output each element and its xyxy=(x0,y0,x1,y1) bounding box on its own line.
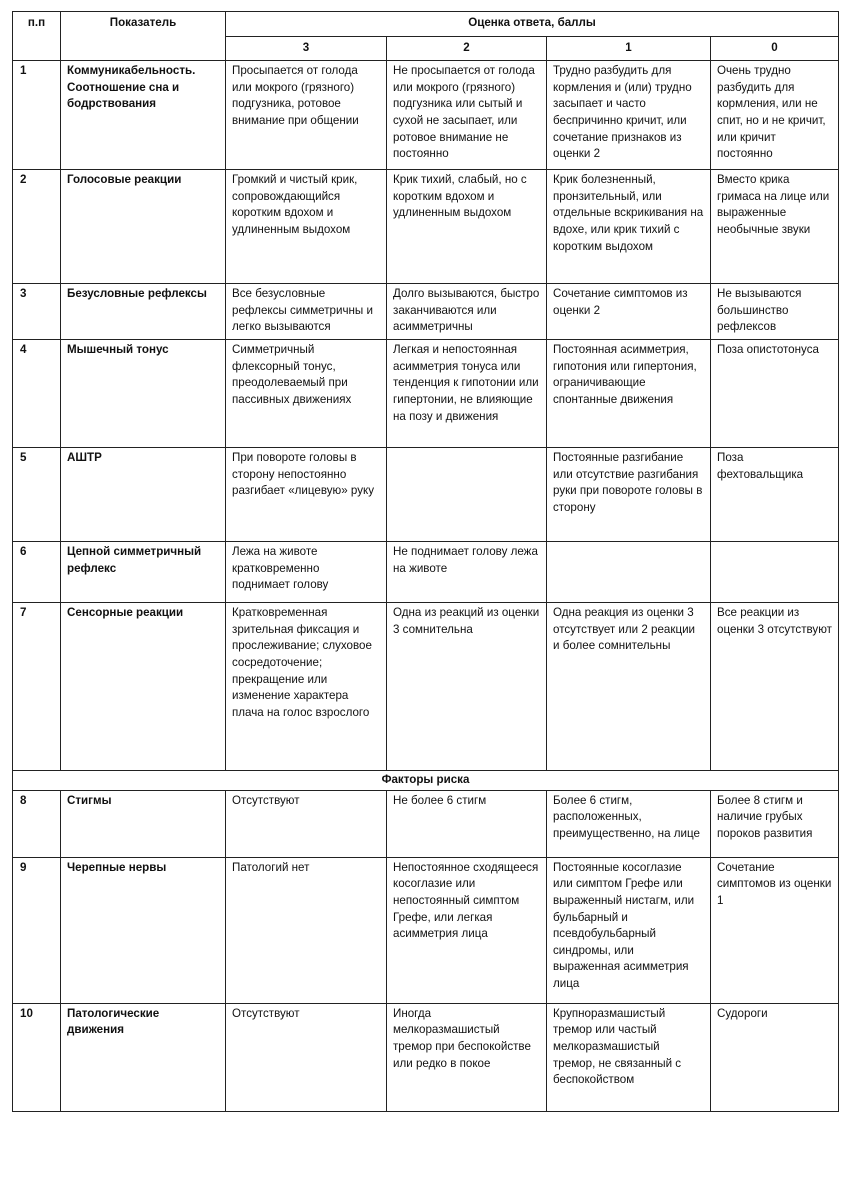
header-score-3: 3 xyxy=(226,36,387,61)
cell-score-2: Не более 6 стигм xyxy=(387,790,547,857)
cell-score-1: Постоянные косоглазие или симптом Грефе или выраженный нистагм, или бульбарный и псевдобульбарный синдромы, или выраженная асимметрия лица xyxy=(547,857,711,1003)
cell-score-3: Громкий и чистый крик, сопровождающийся коротким вдохом и удлиненным выдохом xyxy=(226,170,387,284)
row-num: 8 xyxy=(13,790,61,857)
cell-score-2: Не поднимает голову лежа на животе xyxy=(387,542,547,603)
cell-score-3: Просыпается от голода или мокрого (грязного) подгузника, ротовое внимание при общении xyxy=(226,61,387,170)
row-indicator: Черепные нервы xyxy=(61,857,226,1003)
cell-score-0: Не вызываются большинство рефлексов xyxy=(711,284,839,340)
header-indicator: Показатель xyxy=(61,12,226,61)
header-score-group: Оценка ответа, баллы xyxy=(226,12,839,37)
cell-score-3: Все безусловные рефлексы симметричны и легко вызываются xyxy=(226,284,387,340)
cell-score-3: При повороте головы в сторону непостоянно разгибает «лицевую» руку xyxy=(226,448,387,542)
cell-score-1: Более 6 стигм, расположенных, преимущественно, на лице xyxy=(547,790,711,857)
table-row xyxy=(13,790,839,857)
row-num: 7 xyxy=(13,603,61,771)
row-indicator: Безусловные рефлексы xyxy=(61,284,226,340)
row-indicator: Сенсорные реакции xyxy=(61,603,226,771)
table-row xyxy=(13,340,839,448)
cell-score-3: Отсутствуют xyxy=(226,1003,387,1111)
cell-score-1: Крик болезненный, пронзительный, или отдельные вскрикивания на вдохе, или крик тихий с коротким выдохом xyxy=(547,170,711,284)
row-indicator: Цепной симметричный рефлекс xyxy=(61,542,226,603)
cell-score-2: Непостоянное сходящееся косоглазие или непостоянный симптом Грефе, или легкая асимметрия лица xyxy=(387,857,547,1003)
row-indicator: Патологические движения xyxy=(61,1003,226,1111)
cell-score-2 xyxy=(387,448,547,542)
cell-score-0: Поза фехтовальщика xyxy=(711,448,839,542)
cell-score-1: Постоянная асимметрия, гипотония или гипертония, ограничивающие спонтанные движения xyxy=(547,340,711,448)
cell-score-1: Сочетание симптомов из оценки 2 xyxy=(547,284,711,340)
row-num: 4 xyxy=(13,340,61,448)
cell-score-0: Все реакции из оценки 3 отсутствуют xyxy=(711,603,839,771)
table-row xyxy=(13,61,839,170)
table-row xyxy=(13,170,839,284)
cell-score-3: Отсутствуют xyxy=(226,790,387,857)
cell-score-1: Одна реакция из оценки 3 отсутствует или 2 реакции и более сомнительны xyxy=(547,603,711,771)
cell-score-3: Кратковременная зрительная фиксация и прослеживание; слуховое сосредоточение; прекращение или изменение характера плача на голос взрослого xyxy=(226,603,387,771)
cell-score-2: Крик тихий, слабый, но с коротким вдохом и удлиненным выдохом xyxy=(387,170,547,284)
row-num: 1 xyxy=(13,61,61,170)
assessment-table xyxy=(12,11,839,1112)
cell-score-1: Крупноразмашистый тремор или частый мелкоразмашистый тремор, не связанный с беспокойством xyxy=(547,1003,711,1111)
row-indicator: Мышечный тонус xyxy=(61,340,226,448)
header-score-0: 0 xyxy=(711,36,839,61)
cell-score-1: Трудно разбудить для кормления и (или) трудно засыпает и часто беспричинно кричит, или сочетание признаков из оценки 2 xyxy=(547,61,711,170)
row-indicator: Коммуникабельность. Соотношение сна и бодрствования xyxy=(61,61,226,170)
header-score-2: 2 xyxy=(387,36,547,61)
row-num: 5 xyxy=(13,448,61,542)
cell-score-1: Постоянные разгибание или отсутствие разгибания руки при повороте головы в сторону xyxy=(547,448,711,542)
cell-score-0: Более 8 стигм и наличие грубых пороков развития xyxy=(711,790,839,857)
table-row xyxy=(13,603,839,771)
cell-score-1 xyxy=(547,542,711,603)
row-num: 6 xyxy=(13,542,61,603)
cell-score-0: Сочетание симптомов из оценки 1 xyxy=(711,857,839,1003)
section-row xyxy=(13,771,839,791)
cell-score-0: Вместо крика гримаса на лице или выраженные необычные звуки xyxy=(711,170,839,284)
cell-score-2: Иногда мелкоразмашистый тремор при беспокойстве или редко в покое xyxy=(387,1003,547,1111)
table-row xyxy=(13,448,839,542)
cell-score-2: Не просыпается от голода или мокрого (грязного) подгузника или сытый и сухой не засыпает, или ротовое внимание не постоянно xyxy=(387,61,547,170)
table-row xyxy=(13,857,839,1003)
row-indicator: Стигмы xyxy=(61,790,226,857)
section-title: Факторы риска xyxy=(13,771,839,791)
cell-score-2: Легкая и непостоянная асимметрия тонуса или тенденция к гипотонии или гипертонии, не влияющие на позу и движения xyxy=(387,340,547,448)
table-row xyxy=(13,284,839,340)
row-num: 10 xyxy=(13,1003,61,1111)
cell-score-3: Симметричный флексорный тонус, преодолеваемый при пассивных движениях xyxy=(226,340,387,448)
cell-score-0 xyxy=(711,542,839,603)
row-indicator: АШТР xyxy=(61,448,226,542)
row-num: 3 xyxy=(13,284,61,340)
cell-score-0: Поза опистотонуса xyxy=(711,340,839,448)
table-row xyxy=(13,542,839,603)
cell-score-2: Одна из реакций из оценки 3 сомнительна xyxy=(387,603,547,771)
header-score-1: 1 xyxy=(547,36,711,61)
row-indicator: Голосовые реакции xyxy=(61,170,226,284)
cell-score-0: Очень трудно разбудить для кормления, или не спит, но и не кричит, или кричит постоянно xyxy=(711,61,839,170)
row-num: 9 xyxy=(13,857,61,1003)
table-row xyxy=(13,1003,839,1111)
cell-score-0: Судороги xyxy=(711,1003,839,1111)
header-num: п.п xyxy=(13,12,61,61)
cell-score-2: Долго вызываются, быстро заканчиваются или асимметричны xyxy=(387,284,547,340)
cell-score-3: Лежа на животе кратковременно поднимает голову xyxy=(226,542,387,603)
row-num: 2 xyxy=(13,170,61,284)
cell-score-3: Патологий нет xyxy=(226,857,387,1003)
